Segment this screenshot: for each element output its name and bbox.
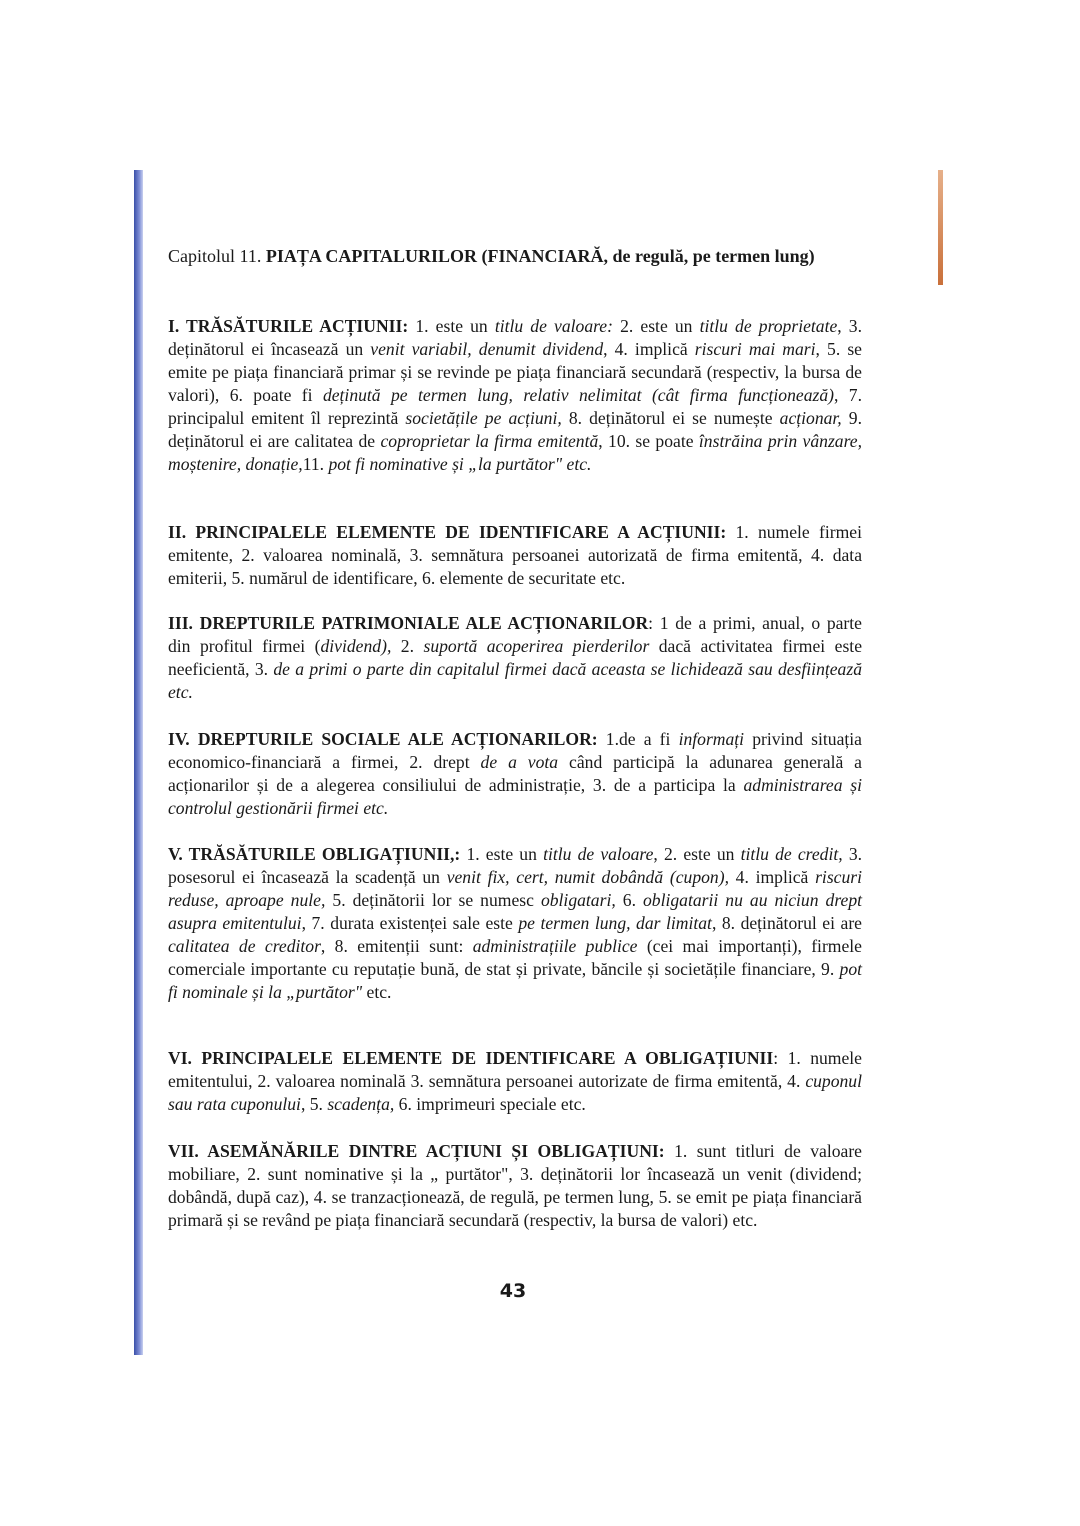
section-elemente-identificare-actiune (168, 521, 862, 590)
body-text: 2. (391, 636, 424, 656)
heading-text: III. DREPTURILE PATRIMONIALE ALE ACȚIONARILOR (168, 613, 649, 633)
body-text: 6. (615, 890, 643, 910)
emphasis-text: pe termen lung, dar limitat (518, 913, 712, 933)
heading-text: IV. DREPTURILE SOCIALE ALE ACȚIONARILOR: (168, 729, 606, 749)
body-text: 1. este un (415, 316, 495, 336)
section-trasaturile-obligatiunii (168, 843, 862, 1004)
heading-text: VII. ASEMĂNĂRILE DINTRE ACȚIUNI ȘI OBLIGAȚIUNI: (168, 1141, 675, 1161)
emphasis-text: venit fix, cert, numit dobândă (cupon), (446, 867, 729, 887)
emphasis-text: acționar, (779, 408, 842, 428)
body-text: , 3. deținătorul ei încasează un (168, 316, 863, 359)
body-text: , 2. este un (653, 844, 741, 864)
emphasis-text: riscuri mai mari (694, 339, 816, 359)
section-drepturi-patrimoniale (168, 612, 862, 704)
heading-text: PIAȚA CAPITALURILOR (FINANCIARĂ, de regulă, pe termen lung) (265, 246, 815, 266)
emphasis-text: pot fi nominale și la „purtător" (168, 959, 862, 1002)
body-text: privind situația economico-financiară a firmei, 2. drept (168, 729, 862, 772)
emphasis-text: înstrăina prin vânzare, moștenire, donație, (168, 431, 862, 474)
body-text: 4. implică (728, 867, 816, 887)
body-text: (cei mai importanți), firmele comerciale importante cu reputație bună, de stat și private, băncile și societățile financiare, 9. (168, 936, 862, 979)
emphasis-text: scadența, (327, 1094, 395, 1114)
emphasis-text: obligatari, (540, 890, 616, 910)
heading-text: VI. PRINCIPALELE ELEMENTE DE IDENTIFICARE A OBLIGAȚIUNII (168, 1048, 774, 1068)
body-text: , 8. deținătorul ei are (711, 913, 862, 933)
body-text: etc. (362, 982, 392, 1002)
emphasis-text: titlu de proprietate (699, 316, 838, 336)
body-text: 3. posesorul ei încasează la scadență un (168, 844, 863, 887)
body-text: , 5. (300, 1094, 328, 1114)
emphasis-text: pot fi nominative și „la purtător" etc. (328, 454, 592, 474)
body-text: 8. deținătorul ei se numește (561, 408, 780, 428)
body-text: , 7. durata existenței sale este (301, 913, 519, 933)
body-text: 1.de a fi (605, 729, 679, 749)
page-number: 43 (499, 1280, 527, 1302)
emphasis-text: suportă acoperirea pierderilor (423, 636, 650, 656)
emphasis-text: de a primi o parte din capitalul firmei dacă aceasta se lichidează sau desființează etc. (168, 659, 863, 702)
body-text: Capitolul 11. (168, 246, 266, 266)
body-text: dacă activitatea firmei este neeficientă, 3. (168, 636, 863, 679)
emphasis-text: titlu de valoare: (494, 316, 613, 336)
emphasis-text: venit variabil, denumit dividend (370, 339, 604, 359)
section-drepturi-sociale (168, 728, 862, 820)
section-trasaturile-actiunii (168, 315, 862, 476)
emphasis-text: administrațiile publice (472, 936, 638, 956)
chapter-title (168, 245, 862, 268)
body-text: , 10. se poate (598, 431, 699, 451)
emphasis-text: deținută pe termen lung, relativ nelimitat (cât firma funcționează) (322, 385, 834, 405)
section-elemente-identificare-obligatiune (168, 1047, 862, 1116)
body-text: când participă la adunarea generală a acționarilor și de a alegerea consiliului de administrație, 3. de a participa la (168, 752, 862, 795)
body-text: 1. sunt titluri de valoare mobiliare, 2. sunt nominative și la „ purtător", 3. deținătorii lor încasează un venit (dividend; dobândă, după caz), 4. se tranzacționează, de regulă, pe termen lung, 5. se emit pe piața financiară primară și se revând pe piața financiară secundară (respectiv, la bursa de valori) etc. (168, 1141, 862, 1230)
emphasis-text: de a vota (480, 752, 559, 772)
emphasis-text: administrarea și controlul gestionării firmei etc. (168, 775, 862, 818)
heading-text: V. TRĂSĂTURILE OBLIGAȚIUNII,: (168, 844, 467, 864)
scan-edge-left (134, 170, 143, 1355)
body-text: 1. numele firmei emitente, 2. valoarea nominală, 3. semnătura persoanei autorizată de firma emitentă, 4. data emiterii, 5. numărul de identificare, 6. elemente de securitate etc. (168, 522, 862, 588)
section-asemanari (168, 1140, 862, 1232)
scan-edge-right (938, 170, 943, 285)
body-text: , 5. se emite pe piața financiară primar și se revinde pe piața financiară secundară (respectiv, la bursa de valori), 6. poate fi (168, 339, 862, 405)
body-text: , 4. implică (603, 339, 695, 359)
emphasis-text: obligatarii nu au niciun drept asupra emitentului (168, 890, 863, 933)
emphasis-text: titlu de credit, (740, 844, 843, 864)
body-text: 2. este un (612, 316, 700, 336)
body-text: : 1 de a primi, anual, o parte din profitul firmei ( (168, 613, 862, 656)
body-text: 1. este un (466, 844, 544, 864)
emphasis-text: societățile pe acțiuni, (405, 408, 562, 428)
emphasis-text: cuponul sau rata cuponului (168, 1071, 862, 1114)
body-text: , 8. emitenții sunt: (320, 936, 473, 956)
body-text: 5. deținătorii lor se numesc (325, 890, 541, 910)
body-text: 9. deținătorul ei are calitatea de (168, 408, 862, 451)
body-text: 11. (302, 454, 329, 474)
emphasis-text: riscuri reduse, aproape nule, (168, 867, 863, 910)
body-text: , 7. principalul emitent îl reprezintă (168, 385, 862, 428)
heading-text: I. TRĂSĂTURILE ACȚIUNII: (168, 316, 416, 336)
emphasis-text: titlu de valoare (543, 844, 654, 864)
emphasis-text: informați (678, 729, 745, 749)
emphasis-text: dividend), (320, 636, 392, 656)
emphasis-text: coproprietar la firma emitentă (380, 431, 599, 451)
body-text: : 1. numele emitentului, 2. valoarea nominală 3. semnătura persoanei autorizate de firma emitentă, 4. (168, 1048, 862, 1091)
emphasis-text: calitatea de creditor (168, 936, 321, 956)
body-text: 6. imprimeuri speciale etc. (394, 1094, 586, 1114)
heading-text: II. PRINCIPALELE ELEMENTE DE IDENTIFICARE A ACȚIUNII: (168, 522, 736, 542)
